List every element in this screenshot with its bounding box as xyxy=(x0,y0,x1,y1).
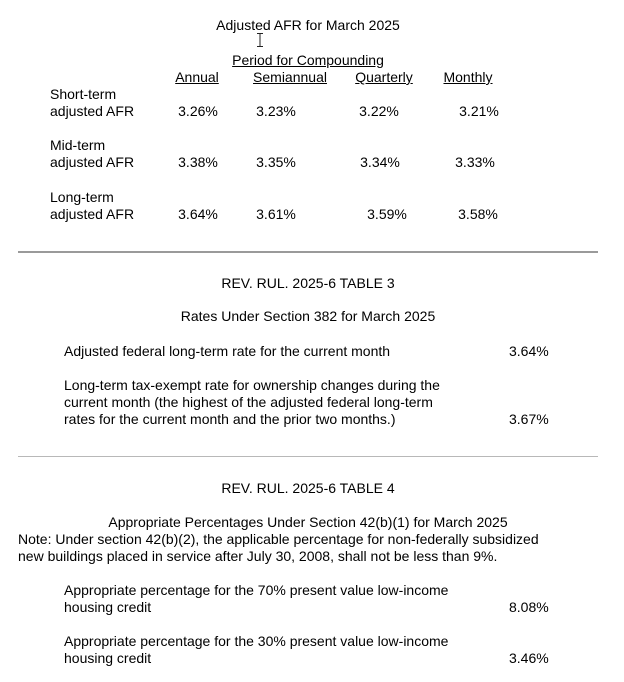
row-label-short-term-line2: adjusted AFR xyxy=(50,103,135,119)
section-divider-2 xyxy=(18,456,598,457)
col-header-semiannual: Semiannual xyxy=(253,69,327,85)
row-label-short-term-line1: Short-term xyxy=(50,86,117,102)
col-header-annual: Annual xyxy=(175,69,219,85)
table3-item2-text-line3: rates for the current month and the prior two months.) xyxy=(64,411,396,427)
table4-item2-text-line2: housing credit xyxy=(64,650,152,666)
table3-item1-text: Adjusted federal long-term rate for the current month xyxy=(64,343,391,359)
table3-item1-value: 3.64% xyxy=(509,343,549,359)
table4-note-line1: Note: Under section 42(b)(2), the applicable percentage for non-federally subsidized xyxy=(18,531,539,547)
col-header-monthly: Monthly xyxy=(443,69,493,85)
table4-note-line2: new buildings placed in service after July 30, 2008, shall not be less than 9%. xyxy=(18,548,498,564)
table4-heading: REV. RUL. 2025-6 TABLE 4 xyxy=(221,480,395,496)
cell-mid-term-annual: 3.38% xyxy=(178,154,218,170)
row-label-long-term-line1: Long-term xyxy=(50,189,114,205)
table4-subheading: Appropriate Percentages Under Section 42(b)(1) for March 2025 xyxy=(108,514,508,530)
period-for-compounding-header: Period for Compounding xyxy=(232,52,384,68)
cell-mid-term-semiannual: 3.35% xyxy=(256,154,296,170)
table4-item1-text-line1: Appropriate percentage for the 70% present value low-income xyxy=(64,582,449,598)
table4-item1-text-line2: housing credit xyxy=(64,599,152,615)
cell-mid-term-quarterly: 3.34% xyxy=(360,154,400,170)
cell-short-term-monthly: 3.21% xyxy=(459,103,499,119)
afr-title: Adjusted AFR for March 2025 xyxy=(216,17,400,33)
table4-item1-value: 8.08% xyxy=(509,599,549,615)
cell-mid-term-monthly: 3.33% xyxy=(455,154,495,170)
cell-long-term-monthly: 3.58% xyxy=(458,206,498,222)
table4-item2-value: 3.46% xyxy=(509,650,549,666)
cell-short-term-quarterly: 3.22% xyxy=(359,103,399,119)
row-label-mid-term-line1: Mid-term xyxy=(50,137,106,153)
text-cursor-icon xyxy=(256,33,264,47)
cell-long-term-quarterly: 3.59% xyxy=(367,206,407,222)
table3-item2-value: 3.67% xyxy=(509,411,549,427)
table3-item2-text-line2: current month (the highest of the adjusted federal long-term xyxy=(64,394,433,410)
section-divider-1 xyxy=(18,251,598,253)
col-header-quarterly: Quarterly xyxy=(355,69,413,85)
cell-short-term-semiannual: 3.23% xyxy=(256,103,296,119)
cell-long-term-semiannual: 3.61% xyxy=(256,206,296,222)
cell-long-term-annual: 3.64% xyxy=(178,206,218,222)
row-label-mid-term-line2: adjusted AFR xyxy=(50,154,135,170)
table3-subheading: Rates Under Section 382 for March 2025 xyxy=(180,308,436,324)
table3-item2-text-line1: Long-term tax-exempt rate for ownership changes during the xyxy=(64,377,440,393)
table3-heading: REV. RUL. 2025-6 TABLE 3 xyxy=(221,275,395,291)
table4-item2-text-line1: Appropriate percentage for the 30% present value low-income xyxy=(64,633,449,649)
row-label-long-term-line2: adjusted AFR xyxy=(50,206,135,222)
cell-short-term-annual: 3.26% xyxy=(178,103,218,119)
